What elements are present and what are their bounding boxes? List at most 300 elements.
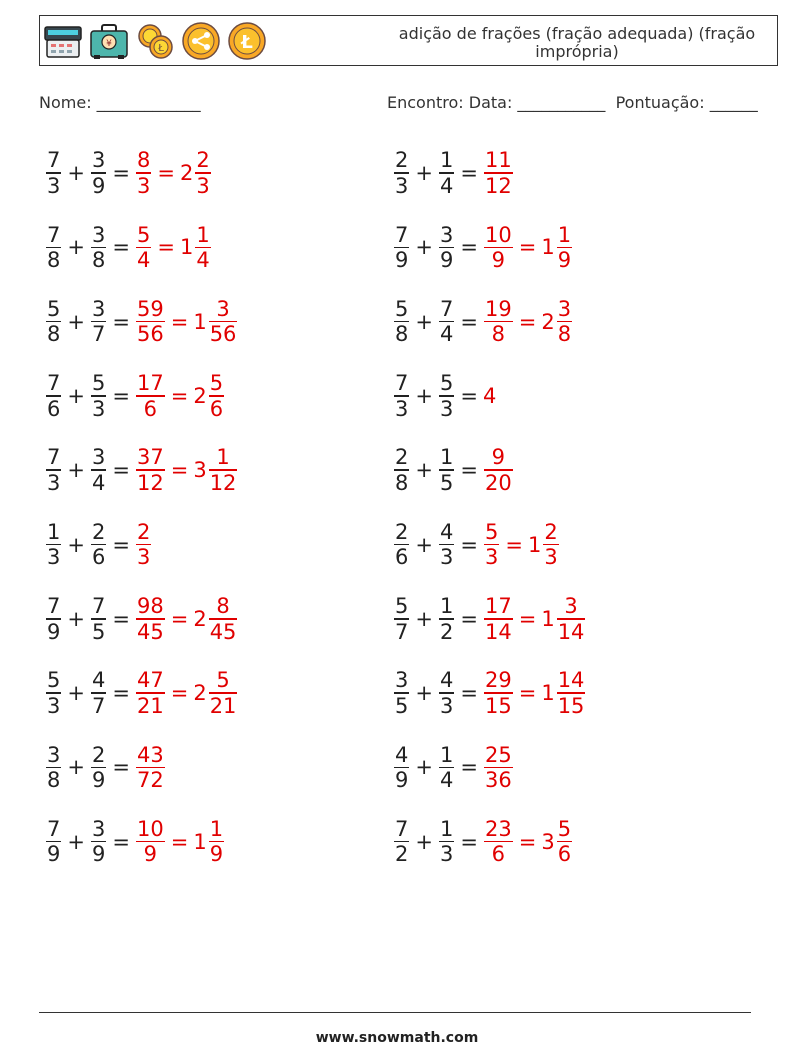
footer-url: www.snowmath.com [315,1030,479,1046]
answer [483,594,586,644]
answer [135,817,225,867]
footer-divider [39,1012,751,1013]
addend-b-fraction-numerator: 2 [91,742,106,767]
equals-sign: = [112,681,130,706]
problem-item [393,515,560,575]
answer-fraction-denominator: 9 [143,842,158,867]
mixed-fraction-part-denominator: 45 [209,619,237,644]
addend-b-fraction-numerator: 3 [91,445,106,470]
mixed-fraction-part [209,445,238,495]
share-coin-icon [180,20,222,62]
answer-fraction-numerator: 11 [484,148,512,173]
addend-b-fraction-denominator: 9 [91,768,106,793]
equals-sign: = [460,532,478,557]
addend-b-fraction-denominator: 3 [91,396,106,421]
mixed-fraction-part-numerator: 14 [557,668,585,693]
plus-sign: + [67,383,85,408]
answer-fraction [136,148,151,198]
addend-a-fraction [46,743,61,793]
addend-b-fraction [91,520,106,570]
mixed-whole-part: 2 [541,309,555,334]
mixed-fraction-part [209,297,238,347]
problem-item [393,292,573,352]
problem-item [393,589,586,649]
addend-a-fraction-numerator: 5 [47,668,61,693]
mixed-fraction-part-numerator: 1 [196,222,210,247]
addend-b-fraction-denominator: 4 [439,173,454,198]
problem-item [45,663,238,723]
answer [483,384,497,408]
addend-a-fraction-numerator: 7 [47,445,61,470]
equals-sign: = [460,606,478,631]
answer-fraction-denominator: 4 [136,248,151,273]
mixed-fraction-part [209,668,238,718]
answer-fraction-numerator: 59 [136,296,164,321]
equals-sign: = [460,235,478,260]
addend-b-fraction-numerator: 7 [439,296,454,321]
addend-b-fraction-denominator: 2 [439,619,454,644]
plus-sign: + [415,235,433,260]
answer-equals-sign: = [518,235,537,260]
addend-b-fraction-denominator: 4 [439,322,454,347]
header-icons [42,20,268,62]
answer-fraction [484,445,513,495]
addend-b-fraction-numerator: 5 [91,371,106,396]
plus-sign: + [415,309,433,334]
answer-fraction [484,817,513,867]
addend-b-fraction-numerator: 4 [439,519,454,544]
addend-a-fraction-denominator: 3 [395,173,409,198]
answer-fraction [136,520,151,570]
mixed-whole-part: 2 [179,161,194,185]
addend-b-fraction [91,668,106,718]
addend-b-fraction-numerator: 5 [439,371,454,396]
answer-fraction-numerator: 10 [136,816,164,841]
mixed-fraction-part-denominator: 14 [557,619,585,644]
problem-item [45,515,152,575]
addend-b-fraction-numerator: 3 [91,296,106,321]
addend-a-fraction-numerator: 5 [395,594,409,619]
answer-fraction [136,445,165,495]
addend-a-fraction-numerator: 2 [395,519,409,544]
answer [135,148,212,198]
addend-b-fraction-numerator: 3 [439,222,454,247]
addend-a-fraction-denominator: 7 [395,619,409,644]
plus-sign: + [67,755,85,780]
plus-sign: + [67,458,85,483]
addend-a-fraction-numerator: 7 [47,371,61,396]
mixed-whole-part: 2 [193,681,207,706]
answer [483,148,514,198]
addend-b-fraction-denominator: 3 [439,545,454,570]
plus-sign: + [415,532,433,557]
addend-b-fraction-denominator: 8 [91,248,106,273]
mixed-whole-part: 1 [527,532,542,557]
addend-b-fraction [439,743,454,793]
addend-a-fraction [46,148,61,198]
addend-b-fraction-denominator: 5 [91,619,106,644]
mixed-fraction-part-denominator: 9 [557,248,572,273]
plus-sign: + [415,458,433,483]
addend-a-fraction [46,445,61,495]
addend-b-fraction-denominator: 5 [439,470,454,495]
addend-b-fraction-denominator: 9 [91,173,106,198]
addend-a-fraction [394,445,409,495]
answer-fraction-denominator: 12 [484,173,512,198]
answer-fraction-numerator: 23 [484,816,512,841]
answer-fraction-numerator: 9 [491,445,506,470]
plus-sign: + [415,829,433,854]
answer-fraction [136,223,151,273]
addend-b-fraction-denominator: 3 [439,693,454,718]
answer-fraction-denominator: 56 [136,322,164,347]
problem-item [45,440,238,500]
problem-item [393,663,586,723]
addend-a-fraction [394,594,409,644]
answer-fraction [484,668,513,718]
addend-a-fraction-denominator: 8 [395,470,409,495]
answer-equals-sign: = [518,606,537,631]
answer-fraction [484,520,499,570]
mixed-fraction-part-numerator: 2 [196,148,210,173]
addend-b-fraction-numerator: 3 [91,148,106,173]
addend-a-fraction-denominator: 3 [395,396,409,421]
addend-a-fraction-denominator: 3 [47,470,61,495]
mixed-fraction-part [209,371,224,421]
mixed-fraction-part [557,817,572,867]
plus-sign: + [415,161,433,185]
answer [135,297,238,347]
mixed-fraction-part-numerator: 5 [557,816,572,841]
addend-a-fraction-numerator: 4 [395,742,409,767]
mixed-fraction-part-numerator: 1 [216,445,230,470]
equals-sign: = [112,383,130,408]
plus-sign: + [415,606,433,631]
mixed-fraction-part [195,148,210,198]
addend-a-fraction-numerator: 7 [395,816,409,841]
addend-b-fraction-numerator: 2 [91,519,106,544]
answer-fraction-numerator: 8 [136,148,151,173]
addend-a-fraction-numerator: 7 [395,371,409,396]
addend-a-fraction-denominator: 9 [47,619,61,644]
addend-b-fraction [439,223,454,273]
answer-fraction [484,223,513,273]
addend-b-fraction [91,371,106,421]
answer-fraction-denominator: 3 [484,545,499,570]
addend-b-fraction [439,371,454,421]
answer-fraction-numerator: 5 [136,222,151,247]
addend-b-fraction-numerator: 3 [91,816,106,841]
addend-a-fraction-denominator: 2 [395,842,409,867]
plus-sign: + [67,829,85,854]
equals-sign: = [112,235,130,260]
answer-fraction-denominator: 45 [136,619,164,644]
addend-b-fraction [439,445,454,495]
addend-a-fraction [46,297,61,347]
mixed-fraction-part [209,817,224,867]
plus-sign: + [67,606,85,631]
mixed-whole-part: 1 [541,606,555,631]
answer-fraction-denominator: 20 [484,470,512,495]
addend-b-fraction-numerator: 3 [91,222,106,247]
answer [483,297,573,347]
problem-item [45,589,238,649]
equals-sign: = [460,458,478,483]
mixed-fraction-part-numerator: 3 [564,594,578,619]
mixed-fraction-part [557,668,586,718]
answer-fraction-denominator: 12 [136,470,164,495]
addend-a-fraction [394,743,409,793]
answer-fraction-numerator: 37 [136,445,164,470]
answer [483,445,514,495]
addend-a-fraction-denominator: 3 [47,545,61,570]
answer-fraction-denominator: 72 [136,768,164,793]
plus-sign: + [67,161,85,185]
mixed-whole-part: 2 [193,383,207,408]
mixed-fraction-part-denominator: 21 [209,693,237,718]
addend-b-fraction-numerator: 1 [439,594,454,619]
answer-fraction-denominator: 15 [484,693,512,718]
addend-a-fraction-numerator: 7 [47,148,61,173]
mixed-whole-part: 1 [541,681,555,706]
equals-sign: = [112,755,130,780]
addend-a-fraction [46,520,61,570]
addend-a-fraction [394,148,409,198]
problem-item [45,143,212,203]
addend-a-fraction-numerator: 1 [47,519,61,544]
addend-b-fraction-numerator: 1 [439,445,454,470]
addend-b-fraction [91,297,106,347]
answer-fraction [136,743,165,793]
mixed-fraction-part [557,594,586,644]
addend-a-fraction [394,223,409,273]
answer-equals-sign: = [170,681,189,706]
addend-a-fraction [46,817,61,867]
addend-a-fraction-denominator: 8 [47,322,61,347]
answer-fraction-numerator: 5 [484,519,499,544]
addend-b-fraction [91,594,106,644]
mixed-fraction-part-denominator: 6 [209,396,224,421]
mixed-fraction-part [195,223,210,273]
mixed-whole-part: 2 [193,606,207,631]
addend-a-fraction [394,817,409,867]
addend-a-fraction-denominator: 6 [47,396,61,421]
addend-a-fraction [46,668,61,718]
addend-a-fraction-numerator: 5 [395,296,409,321]
answer-fraction [136,371,165,421]
addend-b-fraction [91,817,106,867]
mixed-fraction-part-numerator: 1 [557,222,572,247]
mixed-fraction-part-denominator: 4 [196,248,210,273]
addend-a-fraction-numerator: 7 [395,222,409,247]
header-box [39,15,778,66]
addend-b-fraction [91,445,106,495]
answer-fraction-numerator: 2 [136,519,151,544]
mixed-whole-part: 1 [193,309,207,334]
addend-a-fraction-numerator: 3 [395,668,409,693]
answer-fraction [136,297,165,347]
addend-a-fraction-denominator: 8 [47,768,61,793]
mixed-whole-part: 3 [193,458,207,483]
addend-b-fraction [439,817,454,867]
mixed-fraction-part-denominator: 3 [544,545,558,570]
answer-equals-sign: = [518,681,537,706]
addend-a-fraction-denominator: 8 [47,248,61,273]
addend-b-fraction [439,594,454,644]
mixed-fraction-part-denominator: 8 [557,322,572,347]
addend-a-fraction [394,668,409,718]
equals-sign: = [460,161,478,185]
addend-a-fraction-denominator: 3 [47,173,61,198]
answer-fraction [484,148,513,198]
equals-sign: = [112,606,130,631]
answer [135,371,225,421]
answer-equals-sign: = [518,309,537,334]
equals-sign: = [460,681,478,706]
answer [483,817,573,867]
answer-fraction-numerator: 25 [484,742,512,767]
answer-equals-sign: = [170,829,189,854]
answer [483,520,560,570]
plus-sign: + [415,681,433,706]
mixed-fraction-part [209,594,238,644]
answer-equals-sign: = [170,458,189,483]
mixed-whole-part: 1 [541,235,555,260]
addend-b-fraction-denominator: 4 [91,470,106,495]
mixed-fraction-part-numerator: 3 [557,296,572,321]
answer-fraction [136,668,165,718]
answer-whole-number: 4 [482,383,497,408]
answer [135,594,238,644]
mixed-fraction-part-denominator: 12 [209,470,237,495]
addend-a-fraction-numerator: 2 [395,148,409,173]
problem-item [393,812,573,872]
equals-sign: = [112,309,130,334]
mixed-fraction-part-numerator: 5 [209,371,224,396]
addend-b-fraction-denominator: 3 [439,842,454,867]
answer [135,520,152,570]
litecoin-icon [226,20,268,62]
addend-a-fraction-numerator: 7 [47,816,61,841]
answer-fraction-numerator: 19 [484,296,512,321]
addend-a-fraction-denominator: 5 [395,693,409,718]
answer-fraction-denominator: 9 [491,248,506,273]
plus-sign: + [67,309,85,334]
equals-sign: = [112,829,130,854]
addend-b-fraction [439,148,454,198]
addend-b-fraction-numerator: 1 [439,816,454,841]
addend-a-fraction [394,297,409,347]
addend-b-fraction-denominator: 7 [91,693,106,718]
mixed-whole-part: 1 [179,235,194,260]
answer-fraction [484,743,513,793]
addend-a-fraction-denominator: 9 [395,248,409,273]
answer-equals-sign: = [170,309,189,334]
addend-b-fraction-denominator: 3 [439,396,454,421]
answer [135,445,238,495]
problem-item [393,366,497,426]
answer-fraction-denominator: 6 [143,396,158,421]
coins-icon [134,20,176,62]
addend-a-fraction [394,371,409,421]
addend-b-fraction-denominator: 7 [91,322,106,347]
suitcase-yen-icon [88,20,130,62]
answer-fraction-denominator: 14 [484,619,512,644]
mixed-fraction-part [557,297,572,347]
equals-sign: = [112,532,130,557]
svg-text:Ł: Ł [241,32,253,53]
answer [135,668,238,718]
plus-sign: + [67,681,85,706]
plus-sign: + [415,383,433,408]
equals-sign: = [112,458,130,483]
svg-text:Ł: Ł [158,43,164,54]
answer-fraction-denominator: 8 [491,322,506,347]
mixed-fraction-part [557,223,572,273]
addend-b-fraction-denominator: 9 [91,842,106,867]
answer-fraction-numerator: 10 [484,222,512,247]
addend-a-fraction-numerator: 2 [395,445,409,470]
answer-fraction-numerator: 47 [136,668,164,693]
cash-register-icon [42,20,84,62]
answer-equals-sign: = [518,829,537,854]
name-field-label: Nome: _____________ [39,93,201,112]
problem-item [45,812,225,872]
mixed-fraction-part-denominator: 3 [196,173,210,198]
addend-a-fraction-denominator: 3 [47,693,61,718]
answer-fraction-denominator: 21 [136,693,164,718]
mixed-fraction-part [543,520,558,570]
addend-a-fraction-numerator: 7 [47,594,61,619]
equals-sign: = [460,755,478,780]
answer [483,668,586,718]
problem-item [393,217,573,277]
problem-item [393,143,514,203]
answer-equals-sign: = [170,383,189,408]
addend-b-fraction-denominator: 6 [91,545,106,570]
addend-b-fraction-denominator: 4 [439,768,454,793]
answer [135,743,166,793]
addend-b-fraction [91,743,106,793]
problem-item [45,366,225,426]
addend-a-fraction [46,594,61,644]
equals-sign: = [460,829,478,854]
plus-sign: + [415,755,433,780]
addend-b-fraction-denominator: 9 [439,248,454,273]
answer-fraction-denominator: 36 [484,768,512,793]
problem-item [45,737,166,797]
addend-a-fraction [46,371,61,421]
addend-b-fraction-numerator: 7 [91,594,106,619]
plus-sign: + [67,532,85,557]
addend-a-fraction-numerator: 5 [47,296,61,321]
answer-equals-sign: = [170,606,189,631]
addend-a-fraction-denominator: 6 [395,545,409,570]
answer-fraction [484,594,513,644]
answer-fraction-denominator: 3 [136,545,151,570]
answer-equals-sign: = [157,235,175,260]
mixed-whole-part: 1 [193,829,207,854]
answer-fraction-numerator: 17 [484,594,512,619]
addend-b-fraction [91,223,106,273]
mixed-fraction-part-numerator: 5 [216,668,230,693]
answer-fraction [484,297,513,347]
addend-b-fraction-numerator: 1 [439,742,454,767]
addend-a-fraction-denominator: 8 [395,322,409,347]
problem-item [45,217,212,277]
answer [135,223,212,273]
addend-a-fraction-denominator: 9 [47,842,61,867]
